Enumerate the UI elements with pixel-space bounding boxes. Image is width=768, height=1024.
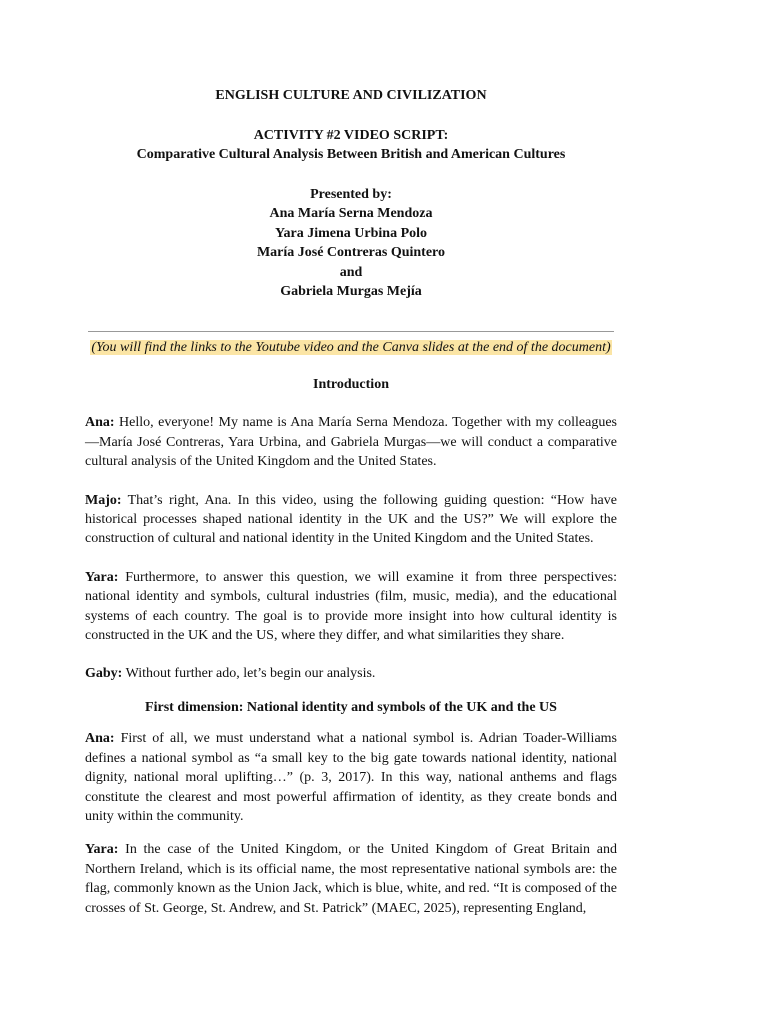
activity-title: ACTIVITY #2 VIDEO SCRIPT:: [253, 127, 449, 143]
links-note: [85, 338, 617, 357]
first-dimension-heading: First dimension: National identity and symbols of the UK and the US: [145, 699, 557, 715]
introduction-heading: Introduction: [313, 377, 389, 392]
paragraph-text: Without further ado, let’s begin our analysis.: [122, 666, 376, 682]
speaker-name: Yara:: [85, 842, 119, 858]
course-title: ENGLISH CULTURE AND CIVILIZATION: [215, 88, 487, 103]
speaker-name: Ana:: [85, 731, 115, 747]
script-body: [85, 375, 617, 937]
author-name: Ana María Serna Mendoza: [269, 206, 433, 221]
speaker-name: Ana:: [85, 415, 115, 431]
speaker-name: Majo:: [85, 492, 122, 508]
presented-by-label: Presented by:: [310, 186, 392, 202]
script-paragraph: [85, 729, 617, 826]
author-name: María José Contreras Quintero: [256, 245, 446, 260]
paragraph-text: First of all, we must understand what a national symbol is. Adrian Toader-Williams defines a national symbol as “a small key to the big gate towards national identity, national dignity, national moral uplifting…” (p. 3, 2017). In this way, national anthems and flags constitute the clearest and most powerful affirmation of identity, as they create bonds and unity within the community.: [85, 731, 617, 824]
script-paragraph: [85, 413, 617, 471]
paragraph-text: Furthermore, to answer this question, we will examine it from three perspectives: national identity and symbols, cultural industries (film, music, media), and the educational systems of each country. The goal is to provide more insight into how cultural identity is constructed in the UK and the US, where they differ, and what similarities they share.: [85, 569, 617, 644]
script-paragraph: [85, 491, 617, 549]
paragraph-text: In the case of the United Kingdom, or the United Kingdom of Great Britain and Northern Ireland, which is its official name, the most representative national symbols are: the flag, commonly known as the Union Jack, which is blue, white, and red. “It is composed of the crosses of St. George, St. Andrew, and St. Patrick” (MAEC, 2025), representing England,: [85, 842, 617, 916]
title-block: [85, 86, 617, 302]
activity-subtitle: Comparative Cultural Analysis Between British and American Cultures: [136, 147, 566, 162]
paragraph-text: Hello, everyone! My name is Ana María Serna Mendoza. Together with my colleagues—María José Contreras, Yara Urbina, and Gabriela Murgas—we will conduct a comparative cultural analysis of the United Kingdom and the United States.: [85, 415, 617, 470]
script-paragraph: [85, 568, 617, 646]
paragraph-text: That’s right, Ana. In this video, using the following guiding question: “How have historical processes shaped national identity in the UK and the US?” We will explore the construction of cultural and national identity in the United Kingdom and the United States.: [85, 492, 617, 547]
author-conjunction: and: [339, 264, 363, 280]
script-paragraph: [85, 664, 617, 683]
horizontal-divider: [88, 331, 614, 332]
highlighted-note-text: (You will find the links to the Youtube video and the Canva slides at the end of the document): [91, 340, 611, 355]
author-name: Gabriela Murgas Mejía: [280, 284, 422, 299]
speaker-name: Yara:: [85, 569, 119, 585]
script-paragraph: [85, 840, 617, 918]
author-name: Yara Jimena Urbina Polo: [274, 225, 428, 241]
speaker-name: Gaby:: [85, 666, 123, 682]
